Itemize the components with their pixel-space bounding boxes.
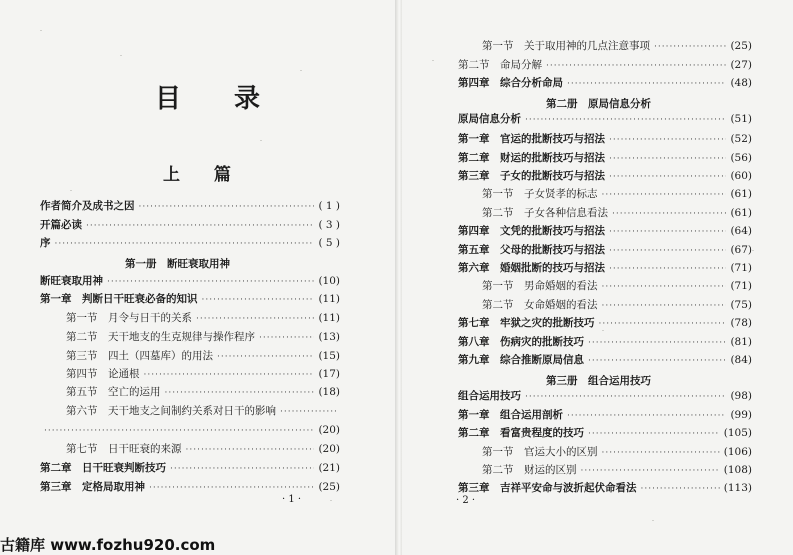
leader-dots bbox=[641, 483, 720, 496]
toc-entry[interactable] bbox=[482, 464, 752, 478]
entry-label: 第三章 子女的批断技巧与招法 bbox=[458, 170, 605, 182]
entry-page: (61) bbox=[730, 207, 752, 219]
entry-label: 第八章 伤病灾的批断技巧 bbox=[458, 336, 584, 348]
toc-entry[interactable] bbox=[458, 170, 752, 184]
entry-page: (48) bbox=[730, 77, 752, 89]
entry-page: (75) bbox=[730, 299, 752, 311]
entry-page: (84) bbox=[730, 354, 752, 366]
entry-page: ( 3 ) bbox=[318, 219, 340, 231]
leader-dots bbox=[86, 220, 314, 233]
entry-page: (113) bbox=[723, 482, 752, 494]
toc-entry[interactable] bbox=[66, 386, 340, 400]
leader-dots bbox=[55, 238, 315, 251]
toc-entry[interactable] bbox=[482, 280, 752, 294]
entry-label: 第六节 天干地支之间制约关系对日干的影响 bbox=[66, 405, 276, 417]
entry-label: 开篇必读 bbox=[40, 219, 82, 231]
leader-dots bbox=[609, 245, 726, 258]
toc-entry[interactable] bbox=[40, 424, 340, 438]
toc-entry[interactable] bbox=[458, 77, 752, 91]
entry-label: 组合运用技巧 bbox=[458, 390, 521, 402]
leader-dots bbox=[588, 337, 726, 350]
entry-page: (21) bbox=[318, 462, 340, 474]
site-watermark: 古籍库 www.fozhu920.com bbox=[0, 536, 216, 554]
toc-entry[interactable] bbox=[482, 299, 752, 313]
toc-entry[interactable] bbox=[458, 354, 752, 368]
entry-label: 第一节 男命婚姻的看法 bbox=[482, 280, 598, 292]
page-number: · 1 · bbox=[282, 494, 302, 505]
toc-entry[interactable] bbox=[458, 390, 752, 404]
entry-label: 第三章 定格局取用神 bbox=[40, 481, 145, 493]
leader-dots bbox=[609, 153, 726, 166]
entry-label: 第四章 文凭的批断技巧与招法 bbox=[458, 225, 605, 237]
entry-page: (56) bbox=[730, 152, 752, 164]
toc-entry[interactable] bbox=[482, 40, 752, 54]
entry-label: 第七章 牢狱之灾的批断技巧 bbox=[458, 317, 595, 329]
entry-label: 第四章 综合分析命局 bbox=[458, 77, 563, 89]
toc-entry[interactable] bbox=[458, 262, 752, 276]
leader-dots bbox=[599, 318, 727, 331]
entry-label: 第一章 组合运用剖析 bbox=[458, 409, 563, 421]
entry-page: (25) bbox=[318, 481, 340, 493]
leader-dots bbox=[612, 208, 726, 221]
entry-page: (108) bbox=[723, 464, 752, 476]
entry-label: 第二节 命局分解 bbox=[458, 59, 542, 71]
entry-label: 第五章 父母的批断技巧与招法 bbox=[458, 244, 605, 256]
entry-label: 第九章 综合推断原局信息 bbox=[458, 354, 584, 366]
entry-label: 断旺衰取用神 bbox=[40, 275, 103, 287]
book-heading: 第三册 组合运用技巧 bbox=[546, 375, 651, 387]
leader-dots bbox=[196, 313, 314, 326]
entry-label: 第一节 月令与日干的关系 bbox=[66, 312, 192, 324]
book-heading: 第二册 原局信息分析 bbox=[546, 98, 651, 110]
leader-dots bbox=[186, 444, 315, 457]
leader-dots bbox=[525, 114, 726, 127]
toc-entry[interactable] bbox=[458, 409, 752, 423]
leader-dots bbox=[609, 134, 726, 147]
toc-entry[interactable] bbox=[482, 188, 752, 202]
entry-page: (67) bbox=[730, 244, 752, 256]
toc-entry[interactable] bbox=[66, 350, 340, 364]
entry-label: 第二节 天干地支的生克规律与操作程序 bbox=[66, 331, 255, 343]
leader-dots bbox=[546, 60, 726, 73]
entry-label: 原局信息分析 bbox=[458, 113, 521, 125]
toc-entry[interactable] bbox=[66, 312, 340, 326]
toc-entry[interactable] bbox=[40, 200, 340, 214]
leader-dots bbox=[609, 171, 726, 184]
entry-page: (20) bbox=[318, 424, 340, 436]
toc-entry[interactable] bbox=[458, 244, 752, 258]
toc-entry[interactable] bbox=[458, 427, 752, 441]
entry-page: ( 1 ) bbox=[318, 200, 340, 212]
entry-page: (71) bbox=[730, 280, 752, 292]
leader-dots bbox=[588, 355, 726, 368]
toc-entry[interactable] bbox=[458, 317, 752, 331]
leader-dots bbox=[202, 294, 315, 307]
entry-label: 第四节 论通根 bbox=[66, 368, 140, 380]
leader-dots bbox=[139, 201, 315, 214]
entry-label: 第三节 四土（四墓库）的用法 bbox=[66, 350, 213, 362]
toc-entry[interactable] bbox=[40, 219, 340, 233]
entry-page: (10) bbox=[318, 275, 340, 287]
entry-label: 序 bbox=[40, 237, 51, 249]
toc-entry[interactable] bbox=[40, 481, 340, 495]
leader-dots bbox=[165, 387, 315, 400]
entry-page: (99) bbox=[730, 409, 752, 421]
entry-label: 第二节 子女各种信息看法 bbox=[482, 207, 608, 219]
entry-label: 作者简介及成书之因 bbox=[40, 200, 135, 212]
entry-label: 第一节 关于取用神的几点注意事项 bbox=[482, 40, 650, 52]
toc-entry[interactable] bbox=[458, 113, 752, 127]
entry-page: (11) bbox=[318, 312, 340, 324]
toc-entry[interactable] bbox=[66, 443, 340, 457]
leader-dots bbox=[602, 189, 727, 202]
entry-page: (64) bbox=[730, 225, 752, 237]
toc-entry[interactable] bbox=[458, 152, 752, 166]
entry-label: 第三章 吉祥平安命与波折起伏命看法 bbox=[458, 482, 637, 494]
book-heading: 第一册 断旺衰取用神 bbox=[125, 258, 230, 270]
entry-label: 第一章 官运的批断技巧与招法 bbox=[458, 133, 605, 145]
entry-label: 第二节 女命婚姻的看法 bbox=[482, 299, 598, 311]
entry-label: 第一节 子女贤孝的标志 bbox=[482, 188, 598, 200]
toc-entry[interactable] bbox=[482, 207, 752, 221]
left-page bbox=[0, 0, 395, 555]
leader-dots bbox=[588, 428, 720, 441]
toc-entry[interactable] bbox=[66, 405, 340, 419]
entry-page: (52) bbox=[730, 133, 752, 145]
entry-page: (78) bbox=[730, 317, 752, 329]
toc-entry[interactable] bbox=[482, 446, 752, 460]
toc-entry[interactable] bbox=[66, 331, 340, 345]
leader-dots bbox=[609, 263, 726, 276]
leader-dots bbox=[280, 406, 336, 419]
part-title: 上 篇 bbox=[163, 165, 245, 185]
toc-entry[interactable] bbox=[40, 462, 340, 476]
toc-entry[interactable] bbox=[40, 275, 340, 289]
entry-label: 第七节 日干旺衰的来源 bbox=[66, 443, 182, 455]
leader-dots bbox=[525, 391, 726, 404]
toc-title: 目 录 bbox=[155, 84, 283, 114]
leader-dots bbox=[602, 300, 727, 313]
toc-entry[interactable] bbox=[66, 368, 340, 382]
entry-page: (13) bbox=[318, 331, 340, 343]
entry-page: (105) bbox=[723, 427, 752, 439]
entry-page: (11) bbox=[318, 293, 340, 305]
leader-dots bbox=[170, 463, 314, 476]
entry-page: (61) bbox=[730, 188, 752, 200]
entry-page: (60) bbox=[730, 170, 752, 182]
toc-entry[interactable] bbox=[458, 225, 752, 239]
entry-page: (106) bbox=[723, 446, 752, 458]
entry-label: 第二章 日干旺衰判断技巧 bbox=[40, 462, 166, 474]
leader-dots bbox=[567, 78, 726, 91]
page-number: · 2 · bbox=[456, 495, 476, 506]
entry-page: (98) bbox=[730, 390, 752, 402]
leader-dots bbox=[602, 447, 720, 460]
entry-label: 第二章 财运的批断技巧与招法 bbox=[458, 152, 605, 164]
leader-dots bbox=[44, 425, 314, 438]
toc-entry[interactable] bbox=[458, 336, 752, 350]
entry-label: 第五节 空亡的运用 bbox=[66, 386, 161, 398]
entry-label: 第六章 婚姻批断的技巧与招法 bbox=[458, 262, 605, 274]
entry-page: (71) bbox=[730, 262, 752, 274]
leader-dots bbox=[602, 281, 727, 294]
entry-page: (15) bbox=[318, 350, 340, 362]
entry-page: (27) bbox=[730, 59, 752, 71]
leader-dots bbox=[217, 351, 314, 364]
toc-entry[interactable] bbox=[40, 237, 340, 251]
entry-page: (18) bbox=[318, 386, 340, 398]
leader-dots bbox=[609, 226, 726, 239]
leader-dots bbox=[567, 410, 726, 423]
leader-dots bbox=[107, 276, 314, 289]
toc-entry[interactable] bbox=[458, 482, 752, 496]
entry-label: 第二节 财运的区别 bbox=[482, 464, 577, 476]
entry-page: (25) bbox=[730, 40, 752, 52]
entry-page: ( 5 ) bbox=[318, 237, 340, 249]
entry-page: (17) bbox=[318, 368, 340, 380]
toc-entry[interactable] bbox=[458, 59, 752, 73]
leader-dots bbox=[144, 369, 315, 382]
leader-dots bbox=[654, 41, 726, 54]
book-gutter bbox=[395, 0, 402, 555]
toc-entry[interactable] bbox=[458, 133, 752, 147]
leader-dots bbox=[259, 332, 314, 345]
entry-page: (81) bbox=[730, 336, 752, 348]
entry-label: 第一章 判断日干旺衰必备的知识 bbox=[40, 293, 198, 305]
leader-dots bbox=[581, 465, 720, 478]
entry-page: (51) bbox=[730, 113, 752, 125]
entry-page: (20) bbox=[318, 443, 340, 455]
toc-entry[interactable] bbox=[40, 293, 340, 307]
entry-label: 第一节 官运大小的区别 bbox=[482, 446, 598, 458]
entry-label: 第二章 看富贵程度的技巧 bbox=[458, 427, 584, 439]
